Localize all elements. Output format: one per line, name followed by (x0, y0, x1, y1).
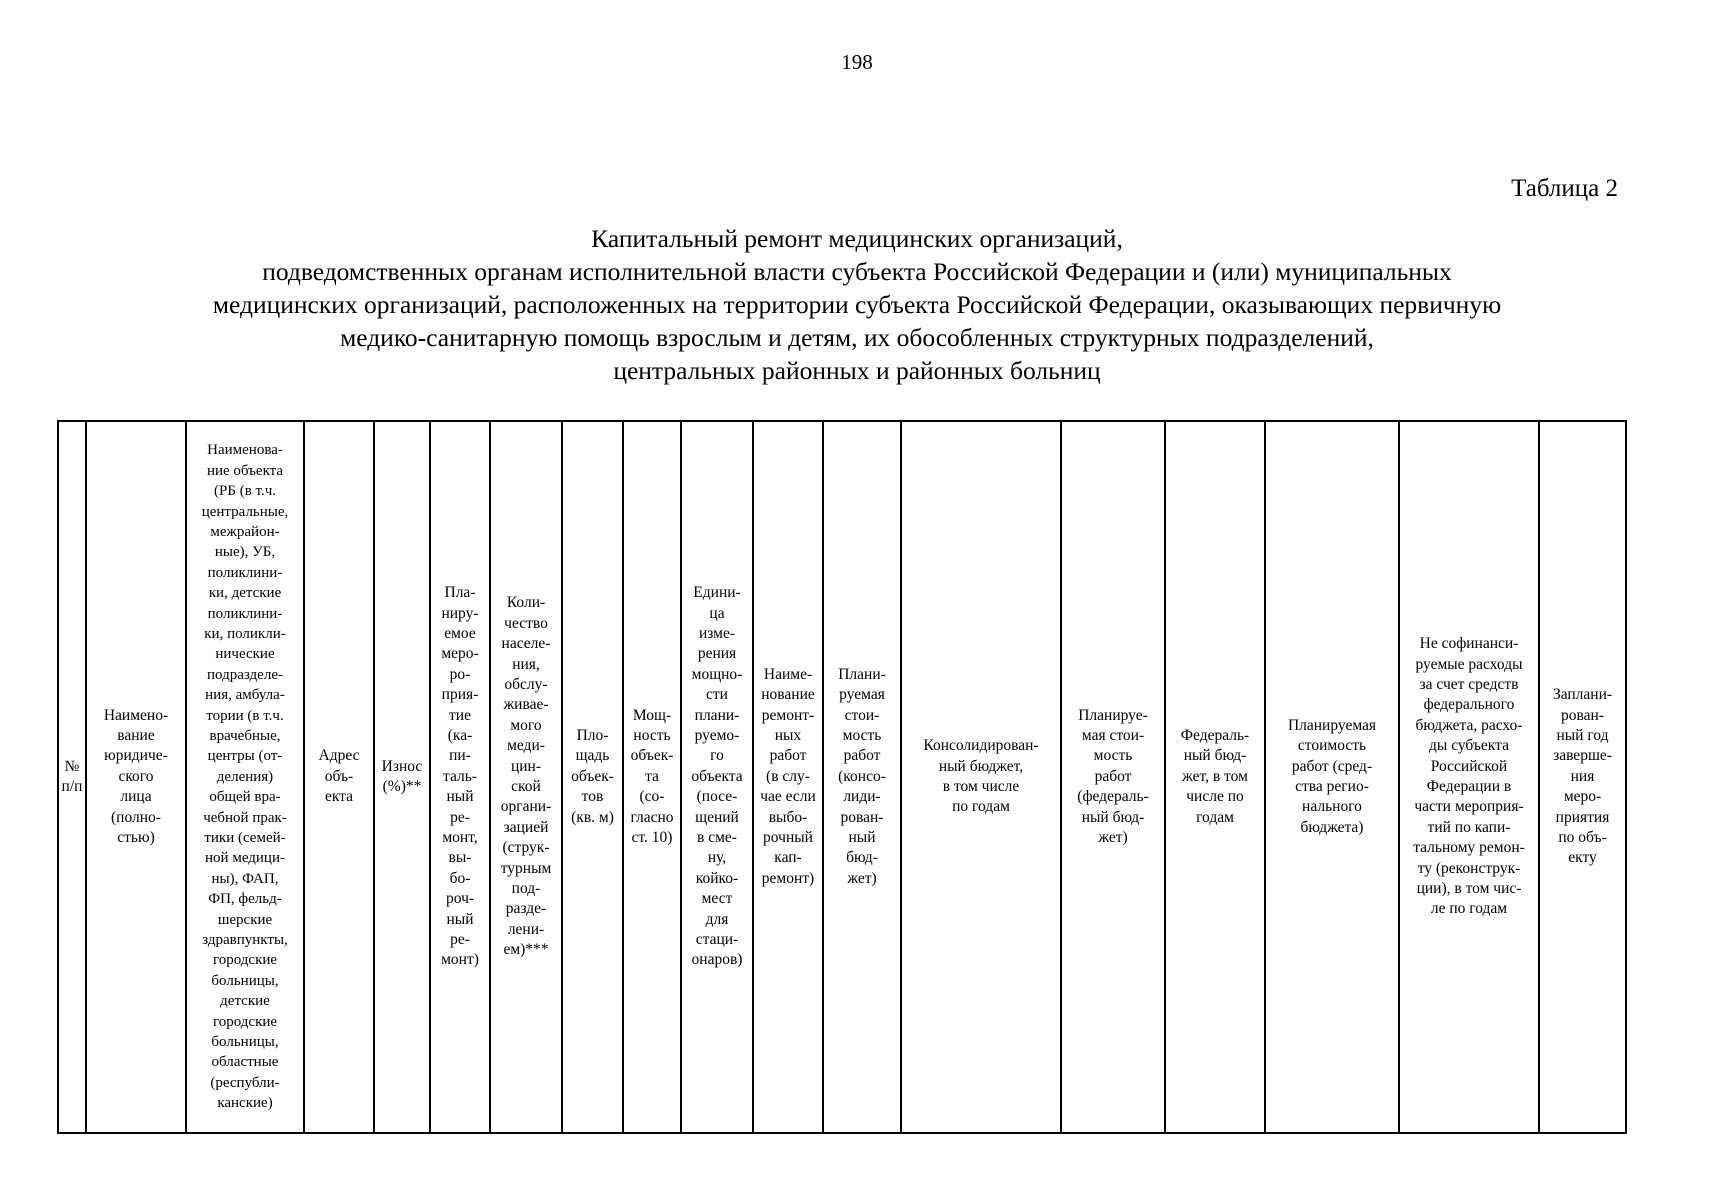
col-header-wear: Износ (%)** (374, 421, 430, 1133)
col-header-population: Коли- чество населе- ния, обслу- живае- мого меди- цин- ской органи- зацией (струк- турным под- разде- лени- ем)*** (490, 421, 562, 1133)
title-line: Капитальный ремонт медицинских организаций, (591, 224, 1123, 253)
title-line: подведомственных органам исполнительной власти субъекта Российской Федерации и (или) муниципальных (262, 257, 1452, 286)
table-caption: Таблица 2 (1511, 175, 1618, 202)
col-header-object-name: Наименова- ние объекта (РБ (в т.ч. центральные, межрайон- ные), УБ, поликлини- ки, детские поликлини- ки, поликли- нические подразделе- ния, амбула- тории (в т.ч. врачебные, центры (от- деления) общей вра- чебной прак- тики (семей- ной медици- ны), ФАП, ФП, фельд- шерские здравпункты, городские больницы, детские городские больницы, областные (республи- канские) (186, 421, 304, 1133)
col-header-cost-federal: Планируе- мая стои- мость работ (федераль- ный бюд- жет) (1061, 421, 1165, 1133)
col-header-cost-consolidated: Плани- руемая стои- мость работ (консо- лиди- рован- ный бюд- жет) (823, 421, 901, 1133)
col-header-non-cofinanced: Не софинанси- руемые расходы за счет средств федерального бюджета, расхо- ды субъекта Российской Федерации в части мероприя- тий по капи- тальному ремон- ту (реконструк- ции), в том чис- ле по годам (1399, 421, 1539, 1133)
col-header-completion-year: Заплани- рован- ный год заверше- ния меро- приятия по объ- екту (1539, 421, 1626, 1133)
title-line: медицинских организаций, расположенных на территории субъекта Российской Федерации, оказывающих первичную (212, 290, 1502, 319)
col-header-area: Пло- щадь объек- тов (кв. м) (562, 421, 623, 1133)
col-header-capacity-unit: Едини- ца изме- рения мощно- сти плани- руемо- го объекта (посе- щений в сме- ну, койко- мест для стаци- онаров) (681, 421, 753, 1133)
col-header-address: Адрес объ- екта (304, 421, 374, 1133)
capital-repair-table (57, 420, 1627, 1134)
col-header-capacity: Мощ- ность объек- та (со- гласно ст. 10) (623, 421, 681, 1133)
document-title (60, 222, 1654, 387)
col-header-planned-measure: Пла- ниру- емое меро- ро- прия- тие (ка- пи- таль- ный ре- монт, вы- бо- роч- ный ре- монт) (430, 421, 490, 1133)
col-header-legal-entity: Наимено- вание юридиче- ского лица (полно- стью) (86, 421, 186, 1133)
title-line: медико-санитарную помощь взрослым и детям, их обособленных структурных подразделений, (340, 323, 1374, 352)
page-number: 198 (841, 50, 873, 74)
title-line: центральных районных и районных больниц (613, 356, 1101, 385)
col-header-consolidated-budget: Консолидирован- ный бюджет, в том числе по годам (901, 421, 1061, 1133)
col-header-federal-budget: Федераль- ный бюд- жет, в том числе по годам (1165, 421, 1265, 1133)
col-header-cost-regional: Планируемая стоимость работ (сред- ства регио- нального бюджета) (1265, 421, 1399, 1133)
table-container (57, 420, 1625, 1134)
col-header-number: № п/п (58, 421, 86, 1133)
col-header-repair-works: Наиме- нование ремонт- ных работ (в слу- чае если выбо- рочный кап- ремонт) (753, 421, 823, 1133)
